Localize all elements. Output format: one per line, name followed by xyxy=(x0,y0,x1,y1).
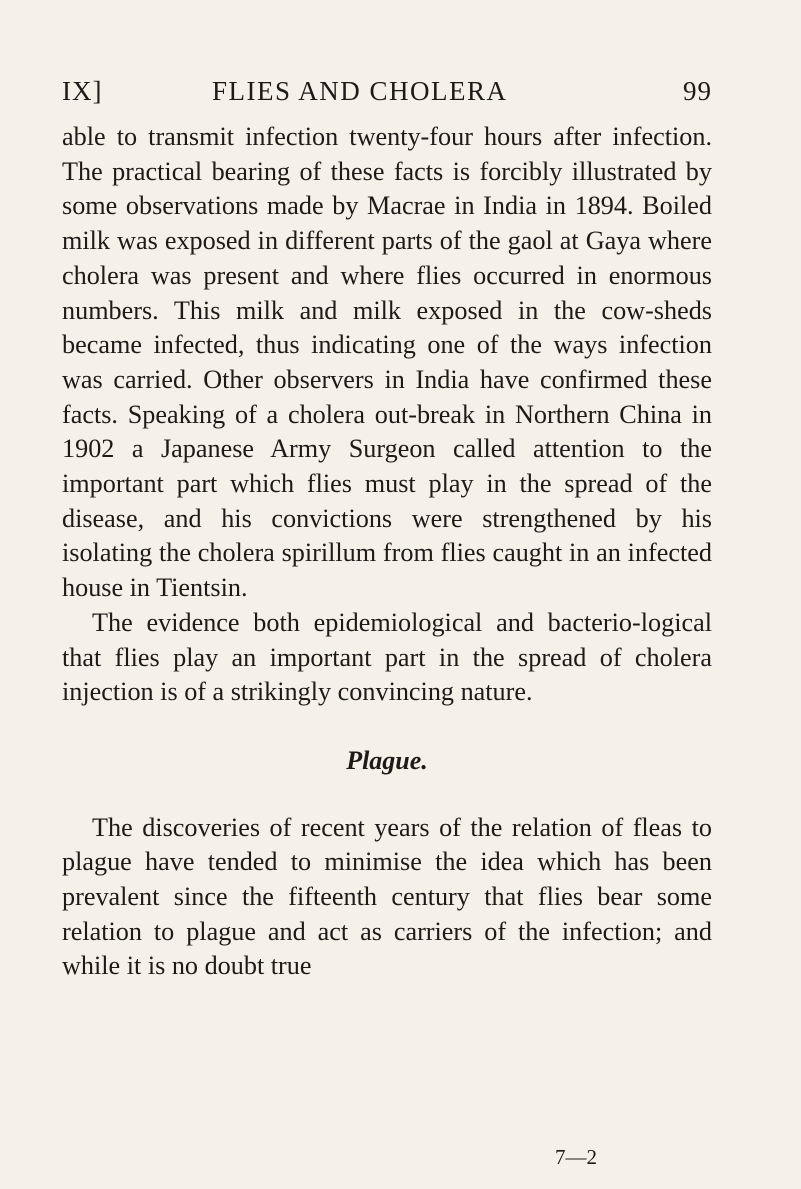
section-heading-plague: Plague. xyxy=(346,745,428,775)
paragraph-cholera-continued: able to transmit infection twenty-four hours after infection. The practical bearing of these facts is forcibly illustrated by some observations made by Macrae in India in 1894. Boiled milk was exposed in different parts of the gaol at Gaya where cholera was present and where flies occurred in enormous numbers. This milk and milk exposed in the cow-sheds became infected, thus indicating one of the ways infection was carried. Other observers in India have confirmed these facts. Speaking of a cholera out-break in Northern China in 1902 a Japanese Army Surgeon called attention to the important part which flies must play in the spread of the disease, and his convictions were strengthened by his isolating the cholera spirillum from flies caught in an infected house in Tientsin. xyxy=(62,122,712,603)
running-title: FLIES AND CHOLERA xyxy=(212,76,508,106)
paragraph-cholera-evidence: The evidence both epidemiological and bacterio-logical that flies play an important part in the spread of cholera injection is of a strikingly convincing nature. xyxy=(62,607,712,707)
chapter-marker: IX] xyxy=(62,76,103,106)
page-number: 99 xyxy=(683,76,712,106)
running-header xyxy=(62,76,712,116)
paragraph-plague: The discoveries of recent years of the relation of fleas to plague have tended to minimise the idea which has been prevalent since the fifteenth century that flies bear some relation to plague and act as carriers of the infection; and while it is no doubt true xyxy=(62,812,712,981)
printer-signature-mark: 7—2 xyxy=(555,1145,597,1169)
body-text xyxy=(62,120,712,984)
